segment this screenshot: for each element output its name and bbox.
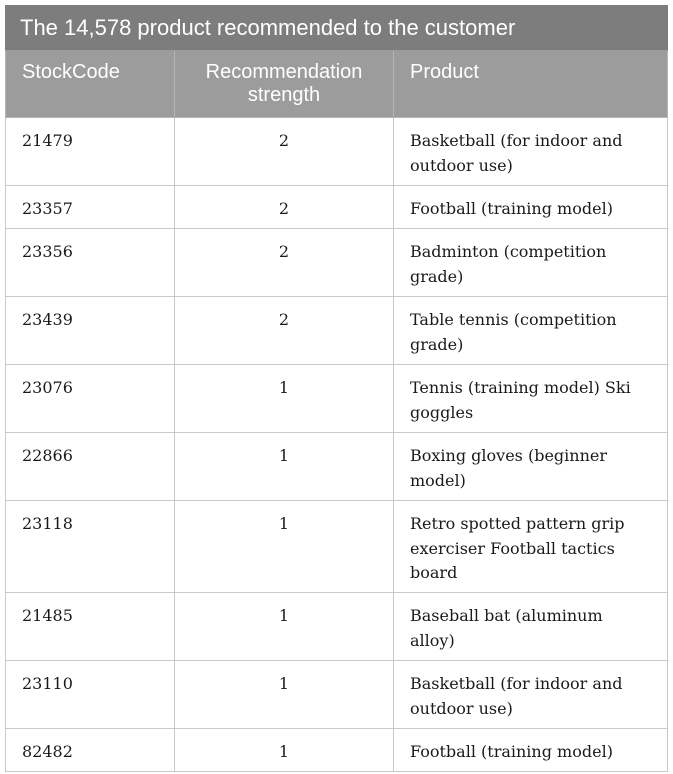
product-cell: Tennis (training model) Ski goggles: [394, 365, 668, 433]
strength-cell: 2: [175, 297, 394, 365]
product-cell: Retro spotted pattern grip exerciser Football tactics board: [394, 501, 668, 593]
table-row: [6, 297, 668, 365]
stockcode-cell: 23118: [6, 501, 175, 593]
stockcode-cell: 23439: [6, 297, 175, 365]
table-row: [6, 365, 668, 433]
column-header-stockcode: StockCode: [6, 51, 175, 118]
stockcode-cell: 82482: [6, 729, 175, 772]
strength-cell: 1: [175, 593, 394, 661]
stockcode-cell: 23110: [6, 661, 175, 729]
table-row: [6, 661, 668, 729]
stockcode-cell: 22866: [6, 433, 175, 501]
recommendation-table: [5, 5, 668, 772]
strength-cell: 1: [175, 433, 394, 501]
strength-cell: 1: [175, 501, 394, 593]
stockcode-cell: 21479: [6, 118, 175, 186]
product-cell: Basketball (for indoor and outdoor use): [394, 118, 668, 186]
product-cell: Basketball (for indoor and outdoor use): [394, 661, 668, 729]
product-cell: Badminton (competition grade): [394, 229, 668, 297]
column-header-strength: Recommendation strength: [175, 51, 394, 118]
table-row: [6, 433, 668, 501]
stockcode-cell: 23076: [6, 365, 175, 433]
product-cell: Table tennis (competition grade): [394, 297, 668, 365]
product-cell: Football (training model): [394, 186, 668, 229]
strength-cell: 1: [175, 661, 394, 729]
strength-cell: 2: [175, 186, 394, 229]
strength-cell: 2: [175, 118, 394, 186]
table-row: [6, 501, 668, 593]
strength-cell: 2: [175, 229, 394, 297]
table-row: [6, 186, 668, 229]
table-row: [6, 229, 668, 297]
product-cell: Baseball bat (aluminum alloy): [394, 593, 668, 661]
table-row: [6, 118, 668, 186]
table-title: The 14,578 product recommended to the customer: [6, 6, 668, 51]
table-row: [6, 729, 668, 772]
product-cell: Boxing gloves (beginner model): [394, 433, 668, 501]
table-header-row: [6, 51, 668, 118]
stockcode-cell: 23357: [6, 186, 175, 229]
stockcode-cell: 23356: [6, 229, 175, 297]
strength-cell: 1: [175, 729, 394, 772]
stockcode-cell: 21485: [6, 593, 175, 661]
column-header-product: Product: [394, 51, 668, 118]
strength-cell: 1: [175, 365, 394, 433]
product-cell: Football (training model): [394, 729, 668, 772]
table-row: [6, 593, 668, 661]
table-title-row: [6, 6, 668, 51]
